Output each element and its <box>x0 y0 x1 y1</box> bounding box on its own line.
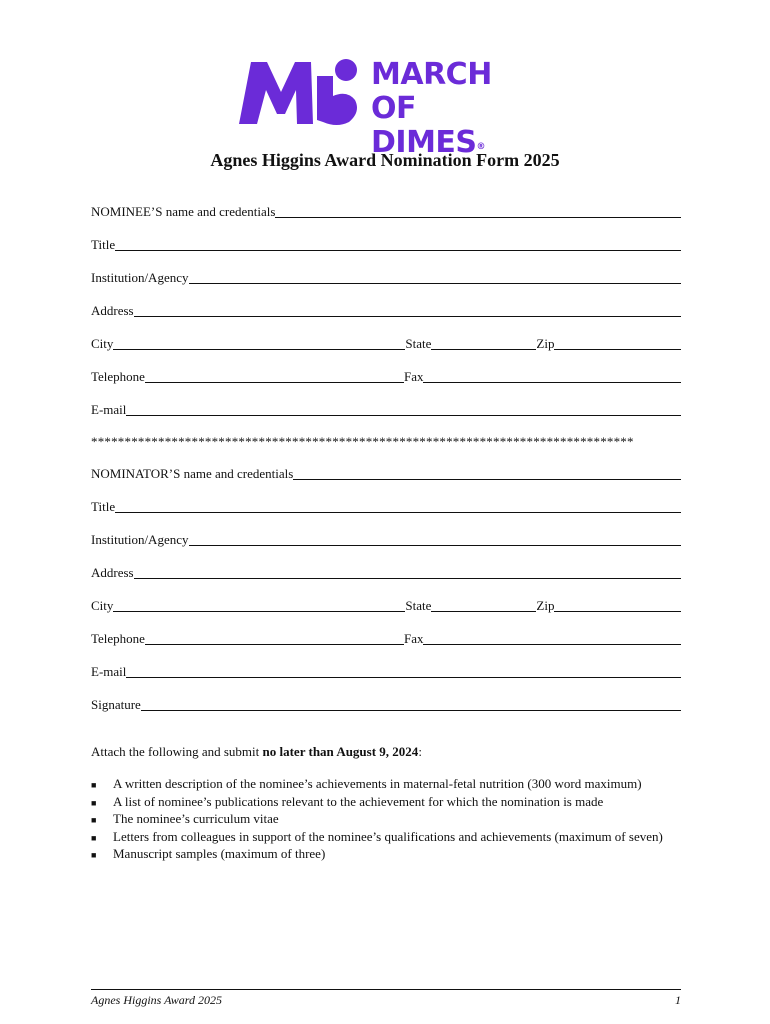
nominee-address-label: Address <box>91 303 134 318</box>
nominator-phone-row[interactable] <box>91 629 681 647</box>
nominator-name-field[interactable] <box>293 467 681 480</box>
nominee-fax-label: Fax <box>403 369 424 384</box>
list-item <box>91 846 686 864</box>
requirement-text: A written description of the nominee’s achievements in maternal-fetal nutrition (300 word maximum) <box>113 776 642 791</box>
nominee-title-field[interactable] <box>115 238 681 251</box>
nominee-phone-row[interactable] <box>91 367 681 385</box>
attach-prefix: Attach the following and submit <box>91 744 263 759</box>
nominator-city-row[interactable] <box>91 596 681 614</box>
nominee-state-field[interactable] <box>431 337 536 350</box>
march-of-dimes-logo <box>237 56 537 160</box>
nominator-name-label: NOMINATOR’S name and credentials <box>91 466 294 481</box>
nominator-address-row[interactable] <box>91 563 681 581</box>
nominator-address-label: Address <box>91 565 134 580</box>
bullet-icon: ■ <box>91 832 97 843</box>
logo-line-2: OF DIMES <box>371 91 477 160</box>
list-item <box>91 776 686 794</box>
requirement-text: The nominee’s curriculum vitae <box>113 811 279 826</box>
nominee-city-label: City <box>91 336 114 351</box>
list-item <box>91 794 686 812</box>
nominee-state-label: State <box>405 336 432 351</box>
page-number: 1 <box>675 993 681 1007</box>
requirement-text: A list of nominee’s publications relevant to the achievement for which the nomination is made <box>113 793 604 809</box>
logo-line-1: MARCH <box>371 57 492 92</box>
form-title: Agnes Higgins Award Nomination Form 2025 <box>210 150 560 170</box>
registered-mark: ® <box>476 142 486 152</box>
requirement-text: Manuscript samples (maximum of three) <box>113 846 326 861</box>
footer-title: Agnes Higgins Award 2025 <box>91 993 223 1007</box>
nominee-title-row[interactable] <box>91 235 681 253</box>
nominee-title-label: Title <box>91 237 116 252</box>
section-separator: ********************************************************************************* <box>91 434 634 449</box>
nominator-title-label: Title <box>91 499 116 514</box>
nominee-email-label: E-mail <box>91 402 127 417</box>
nominee-address-field[interactable] <box>134 304 681 317</box>
bullet-icon: ■ <box>91 850 97 860</box>
attach-suffix: : <box>418 744 422 759</box>
nominator-zip-field[interactable] <box>554 599 681 612</box>
nominee-zip-label: Zip <box>536 336 555 351</box>
nominator-address-field[interactable] <box>134 566 681 579</box>
nominator-city-field[interactable] <box>113 599 405 612</box>
nominee-institution-row[interactable] <box>91 268 681 286</box>
nominee-city-row[interactable] <box>91 334 681 352</box>
nominator-telephone-field[interactable] <box>145 632 404 645</box>
nominator-state-field[interactable] <box>431 599 536 612</box>
list-item <box>91 811 686 829</box>
nominator-name-row[interactable] <box>91 464 681 482</box>
requirements-list <box>91 776 686 864</box>
bullet-icon: ■ <box>91 780 97 790</box>
nominee-address-row[interactable] <box>91 301 681 319</box>
list-item <box>91 829 686 847</box>
nominee-city-field[interactable] <box>113 337 405 350</box>
nominee-email-row[interactable] <box>91 400 681 418</box>
nominator-email-label: E-mail <box>91 664 127 679</box>
nominee-institution-label: Institution/Agency <box>91 270 189 285</box>
deadline: no later than August 9, 2024 <box>262 744 419 759</box>
nominee-telephone-field[interactable] <box>145 370 404 383</box>
signature-field[interactable] <box>141 698 681 711</box>
nominee-zip-field[interactable] <box>554 337 681 350</box>
nominee-fax-field[interactable] <box>423 370 681 383</box>
nominator-signature-row[interactable] <box>91 695 681 713</box>
nominator-title-row[interactable] <box>91 497 681 515</box>
nominator-email-row[interactable] <box>91 662 681 680</box>
nominee-email-field[interactable] <box>126 403 681 416</box>
attach-instructions <box>91 744 422 760</box>
nominee-institution-field[interactable] <box>189 271 682 284</box>
requirement-text: Letters from colleagues in support of the nominee’s qualifications and achievements (maximum of seven) <box>113 828 663 844</box>
bullet-icon: ■ <box>91 797 97 808</box>
bullet-icon: ■ <box>91 815 97 825</box>
nominator-institution-field[interactable] <box>189 533 682 546</box>
nominator-telephone-label: Telephone <box>91 631 145 646</box>
nominee-name-label: NOMINEE’S name and credentials <box>91 204 276 219</box>
nominee-name-row[interactable] <box>91 202 681 220</box>
page-footer <box>91 989 681 1008</box>
nominator-state-label: State <box>405 598 432 613</box>
nominator-fax-field[interactable] <box>423 632 681 645</box>
signature-label: Signature <box>91 697 141 712</box>
nominee-telephone-label: Telephone <box>91 369 145 384</box>
nominator-city-label: City <box>91 598 114 613</box>
nominator-fax-label: Fax <box>403 631 424 646</box>
nominator-institution-row[interactable] <box>91 530 681 548</box>
nominator-zip-label: Zip <box>536 598 555 613</box>
nominator-email-field[interactable] <box>126 665 681 678</box>
nominee-name-field[interactable] <box>275 205 681 218</box>
nominator-title-field[interactable] <box>115 500 681 513</box>
md-monogram-icon <box>237 56 367 126</box>
nominator-institution-label: Institution/Agency <box>91 532 189 547</box>
